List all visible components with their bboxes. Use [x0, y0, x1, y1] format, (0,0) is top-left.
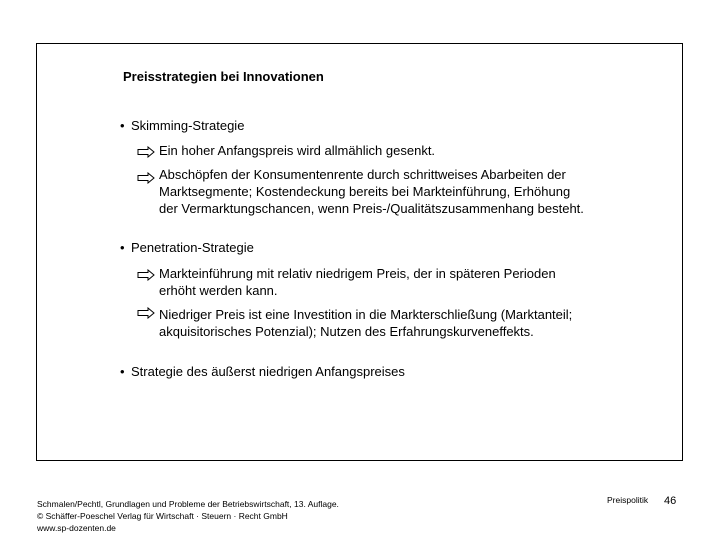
page-number: 46	[664, 495, 677, 507]
bullet-label: Skimming-Strategie	[131, 118, 245, 133]
sub-point: Markteinführung mit relativ niedrigem Preis, der in späteren Perioden erhöht werden kann.	[159, 266, 556, 298]
footer-line: www.sp-dozenten.de	[37, 523, 116, 533]
footer-section-label: Preispolitik	[607, 495, 649, 505]
footer-line: © Schäffer-Poeschel Verlag für Wirtschaft · Steuern · Recht GmbH	[37, 511, 288, 521]
arrow-right-icon	[137, 307, 155, 319]
bullet-penetration	[120, 240, 254, 255]
bullet-skimming	[120, 118, 244, 133]
sub-point: Ein hoher Anfangspreis wird allmählich gesenkt.	[159, 143, 436, 158]
arrow-right-icon	[137, 172, 155, 184]
bullet-marker: •	[120, 364, 125, 379]
sub-point: Niedriger Preis ist eine Investition in die Markterschließung (Marktanteil; akquisitorisches Potenzial); Nutzen des Erfahrungskurveneffekts.	[159, 307, 573, 339]
slide-title: Preisstrategien bei Innovationen	[123, 69, 324, 84]
bullet-label: Penetration-Strategie	[131, 240, 254, 255]
footer-line: Schmalen/Pechtl, Grundlagen und Probleme der Betriebswirtschaft, 13. Auflage.	[37, 499, 339, 509]
footer-citation	[37, 498, 339, 534]
arrow-right-icon	[137, 269, 155, 281]
bullet-marker: •	[120, 240, 125, 255]
arrow-right-icon	[137, 146, 155, 158]
bullet-lowest-price	[120, 364, 405, 379]
bullet-marker: •	[120, 118, 125, 133]
bullet-label: Strategie des äußerst niedrigen Anfangspreises	[131, 364, 405, 379]
sub-point: Abschöpfen der Konsumentenrente durch schrittweises Abarbeiten der Marktsegmente; Kostendeckung bereits bei Markteinführung, Erhöhung der Vermarktungschancen, wenn Preis-/Qualitätszusammenhang besteht.	[159, 167, 584, 216]
